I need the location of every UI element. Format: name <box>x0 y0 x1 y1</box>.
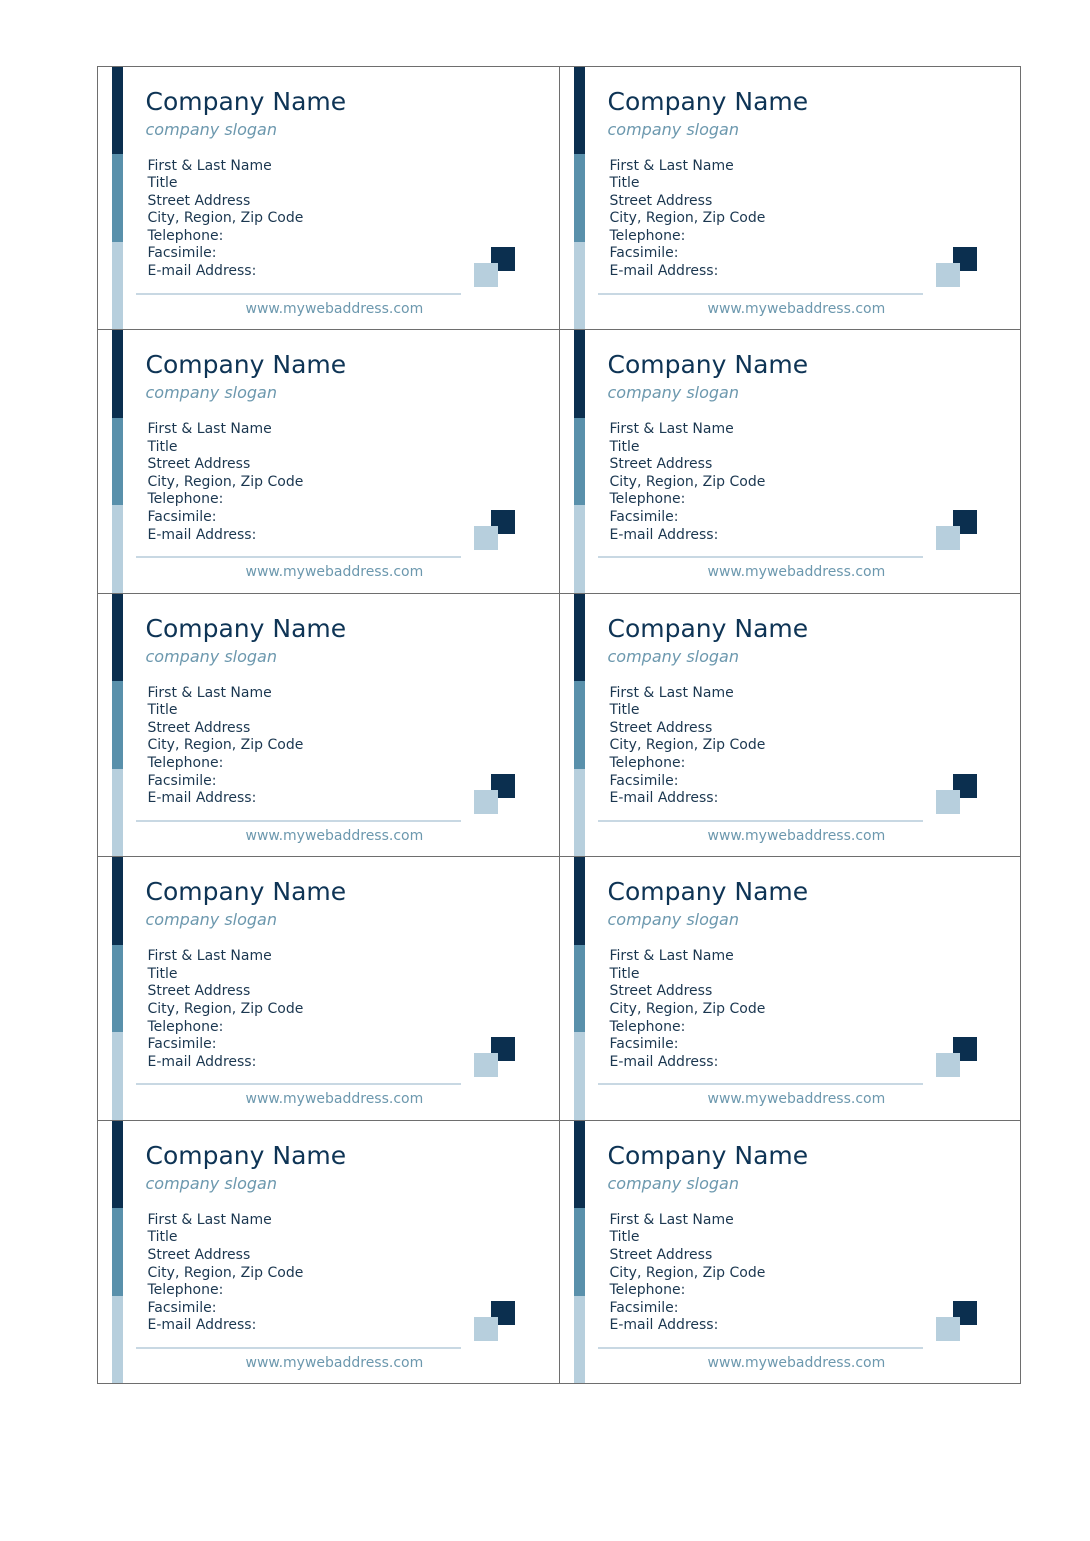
web-address: www.mywebaddress.com <box>245 1354 424 1371</box>
color-bar-dark <box>574 1121 585 1209</box>
color-bar-light <box>112 242 123 330</box>
divider <box>598 293 923 295</box>
card-line-city-region-zip: City, Region, Zip Code <box>609 1264 766 1281</box>
card-line-email: E-mail Address: <box>609 526 719 543</box>
business-card <box>559 1120 1021 1385</box>
divider <box>136 556 461 558</box>
color-bar-light <box>574 1032 585 1120</box>
logo-square-light-icon <box>474 790 498 814</box>
company-slogan: company slogan <box>607 383 739 403</box>
card-line-email: E-mail Address: <box>609 790 719 807</box>
color-bar <box>574 857 585 1120</box>
color-bar-dark <box>574 67 585 155</box>
color-bar-mid <box>112 1208 123 1296</box>
color-bar-dark <box>112 67 123 155</box>
card-line-facsimile: Facsimile: <box>609 772 679 789</box>
divider <box>136 293 461 295</box>
company-name: Company Name <box>145 1140 347 1170</box>
business-card <box>97 856 560 1121</box>
color-bar-mid <box>112 681 123 769</box>
company-slogan: company slogan <box>145 119 277 139</box>
card-line-email: E-mail Address: <box>147 1053 257 1070</box>
card-line-facsimile: Facsimile: <box>147 772 217 789</box>
card-line-facsimile: Facsimile: <box>609 245 679 262</box>
company-name: Company Name <box>607 877 809 907</box>
company-name: Company Name <box>607 613 809 643</box>
business-card <box>559 856 1021 1121</box>
color-bar <box>112 594 123 857</box>
color-bar <box>574 1121 585 1384</box>
color-bar-dark <box>112 857 123 945</box>
logo-square-light-icon <box>474 526 498 550</box>
card-line-telephone: Telephone: <box>609 491 686 508</box>
divider <box>598 1083 923 1085</box>
company-slogan: company slogan <box>607 119 739 139</box>
color-bar-dark <box>112 1121 123 1209</box>
divider <box>598 1347 923 1349</box>
card-line-facsimile: Facsimile: <box>147 1299 217 1316</box>
color-bar-dark <box>574 330 585 418</box>
card-line-city-region-zip: City, Region, Zip Code <box>147 1264 304 1281</box>
business-card <box>559 329 1021 594</box>
web-address: www.mywebaddress.com <box>245 300 424 317</box>
color-bar-mid <box>574 681 585 769</box>
card-line-street-address: Street Address <box>147 983 251 1000</box>
color-bar-light <box>112 1032 123 1120</box>
color-bar-light <box>574 242 585 330</box>
divider <box>598 820 923 822</box>
card-line-telephone: Telephone: <box>609 1018 686 1035</box>
card-line-street-address: Street Address <box>609 719 713 736</box>
web-address: www.mywebaddress.com <box>707 1091 886 1108</box>
card-line-street-address: Street Address <box>609 456 713 473</box>
card-line-city-region-zip: City, Region, Zip Code <box>147 210 304 227</box>
divider <box>136 1083 461 1085</box>
color-bar-dark <box>574 857 585 945</box>
card-line-email: E-mail Address: <box>609 1317 719 1334</box>
card-line-facsimile: Facsimile: <box>609 1299 679 1316</box>
card-line-street-address: Street Address <box>609 1247 713 1264</box>
contact-info <box>148 948 304 1071</box>
logo-square-light-icon <box>936 1317 960 1341</box>
business-card <box>97 593 560 858</box>
company-name: Company Name <box>607 350 809 380</box>
card-line-telephone: Telephone: <box>609 1282 686 1299</box>
logo-square-light-icon <box>474 263 498 287</box>
color-bar-light <box>112 769 123 857</box>
card-line-telephone: Telephone: <box>609 755 686 772</box>
color-bar <box>112 1121 123 1384</box>
card-line-city-region-zip: City, Region, Zip Code <box>147 473 304 490</box>
business-card <box>97 329 560 594</box>
card-line-title: Title <box>609 702 640 719</box>
card-line-title: Title <box>147 965 178 982</box>
divider <box>136 1347 461 1349</box>
contact-info <box>148 421 304 544</box>
color-bar-dark <box>574 594 585 682</box>
color-bar-mid <box>574 945 585 1033</box>
card-line-city-region-zip: City, Region, Zip Code <box>609 473 766 490</box>
color-bar-dark <box>112 330 123 418</box>
logo-square-light-icon <box>474 1053 498 1077</box>
company-slogan: company slogan <box>607 910 739 930</box>
card-line-telephone: Telephone: <box>147 755 224 772</box>
color-bar <box>574 330 585 593</box>
company-slogan: company slogan <box>145 1173 277 1193</box>
contact-info <box>610 948 766 1071</box>
card-line-email: E-mail Address: <box>609 1053 719 1070</box>
contact-info <box>148 158 304 281</box>
web-address: www.mywebaddress.com <box>707 564 886 581</box>
company-slogan: company slogan <box>145 910 277 930</box>
color-bar-mid <box>574 1208 585 1296</box>
card-line-facsimile: Facsimile: <box>609 509 679 526</box>
color-bar <box>112 857 123 1120</box>
card-line-telephone: Telephone: <box>147 491 224 508</box>
card-line-name: First & Last Name <box>609 948 734 965</box>
card-line-telephone: Telephone: <box>609 227 686 244</box>
card-line-name: First & Last Name <box>147 157 272 174</box>
business-card-sheet <box>97 66 1020 1384</box>
card-line-city-region-zip: City, Region, Zip Code <box>609 1001 766 1018</box>
card-line-email: E-mail Address: <box>147 790 257 807</box>
card-line-name: First & Last Name <box>609 1211 734 1228</box>
web-address: www.mywebaddress.com <box>707 827 886 844</box>
company-name: Company Name <box>607 1140 809 1170</box>
web-address: www.mywebaddress.com <box>245 564 424 581</box>
color-bar-mid <box>574 154 585 242</box>
color-bar-mid <box>574 418 585 506</box>
card-line-email: E-mail Address: <box>147 1317 257 1334</box>
web-address: www.mywebaddress.com <box>707 300 886 317</box>
card-line-city-region-zip: City, Region, Zip Code <box>609 737 766 754</box>
company-name: Company Name <box>145 86 347 116</box>
card-line-title: Title <box>147 438 178 455</box>
contact-info <box>610 685 766 808</box>
business-card <box>97 1120 560 1385</box>
card-line-name: First & Last Name <box>609 157 734 174</box>
color-bar-mid <box>112 418 123 506</box>
color-bar <box>574 67 585 330</box>
logo-square-light-icon <box>936 263 960 287</box>
card-line-telephone: Telephone: <box>147 1018 224 1035</box>
card-line-title: Title <box>609 1229 640 1246</box>
color-bar <box>574 594 585 857</box>
card-line-title: Title <box>609 438 640 455</box>
company-name: Company Name <box>145 613 347 643</box>
card-line-facsimile: Facsimile: <box>147 245 217 262</box>
card-line-street-address: Street Address <box>147 456 251 473</box>
company-name: Company Name <box>145 877 347 907</box>
color-bar-light <box>574 769 585 857</box>
web-address: www.mywebaddress.com <box>245 1091 424 1108</box>
logo-square-light-icon <box>936 1053 960 1077</box>
card-line-street-address: Street Address <box>609 192 713 209</box>
contact-info <box>610 158 766 281</box>
card-line-facsimile: Facsimile: <box>147 509 217 526</box>
web-address: www.mywebaddress.com <box>245 827 424 844</box>
color-bar-mid <box>112 945 123 1033</box>
card-line-email: E-mail Address: <box>609 263 719 280</box>
company-slogan: company slogan <box>607 646 739 666</box>
company-slogan: company slogan <box>145 646 277 666</box>
card-line-title: Title <box>609 175 640 192</box>
card-line-name: First & Last Name <box>147 421 272 438</box>
card-line-city-region-zip: City, Region, Zip Code <box>147 737 304 754</box>
company-name: Company Name <box>145 350 347 380</box>
card-line-city-region-zip: City, Region, Zip Code <box>147 1001 304 1018</box>
card-line-title: Title <box>147 1229 178 1246</box>
card-line-title: Title <box>147 175 178 192</box>
card-line-facsimile: Facsimile: <box>609 1036 679 1053</box>
logo-square-light-icon <box>936 790 960 814</box>
card-line-name: First & Last Name <box>609 421 734 438</box>
web-address: www.mywebaddress.com <box>707 1354 886 1371</box>
card-line-city-region-zip: City, Region, Zip Code <box>609 210 766 227</box>
company-slogan: company slogan <box>607 1173 739 1193</box>
color-bar <box>112 67 123 330</box>
card-line-email: E-mail Address: <box>147 526 257 543</box>
color-bar-light <box>574 505 585 593</box>
business-card <box>559 66 1021 331</box>
card-line-name: First & Last Name <box>147 684 272 701</box>
card-line-name: First & Last Name <box>147 1211 272 1228</box>
card-line-email: E-mail Address: <box>147 263 257 280</box>
contact-info <box>610 421 766 544</box>
color-bar <box>112 330 123 593</box>
logo-square-light-icon <box>936 526 960 550</box>
color-bar-mid <box>112 154 123 242</box>
color-bar-light <box>574 1296 585 1384</box>
card-line-facsimile: Facsimile: <box>147 1036 217 1053</box>
business-card <box>559 593 1021 858</box>
color-bar-light <box>112 505 123 593</box>
contact-info <box>610 1212 766 1335</box>
contact-info <box>148 685 304 808</box>
card-line-street-address: Street Address <box>609 983 713 1000</box>
card-line-street-address: Street Address <box>147 719 251 736</box>
logo-square-light-icon <box>474 1317 498 1341</box>
card-line-street-address: Street Address <box>147 1247 251 1264</box>
color-bar-light <box>112 1296 123 1384</box>
card-line-title: Title <box>609 965 640 982</box>
card-line-title: Title <box>147 702 178 719</box>
contact-info <box>148 1212 304 1335</box>
color-bar-dark <box>112 594 123 682</box>
card-line-name: First & Last Name <box>147 948 272 965</box>
company-name: Company Name <box>607 86 809 116</box>
business-card <box>97 66 560 331</box>
card-line-telephone: Telephone: <box>147 1282 224 1299</box>
company-slogan: company slogan <box>145 383 277 403</box>
divider <box>136 820 461 822</box>
divider <box>598 556 923 558</box>
card-line-name: First & Last Name <box>609 684 734 701</box>
card-line-telephone: Telephone: <box>147 227 224 244</box>
card-line-street-address: Street Address <box>147 192 251 209</box>
